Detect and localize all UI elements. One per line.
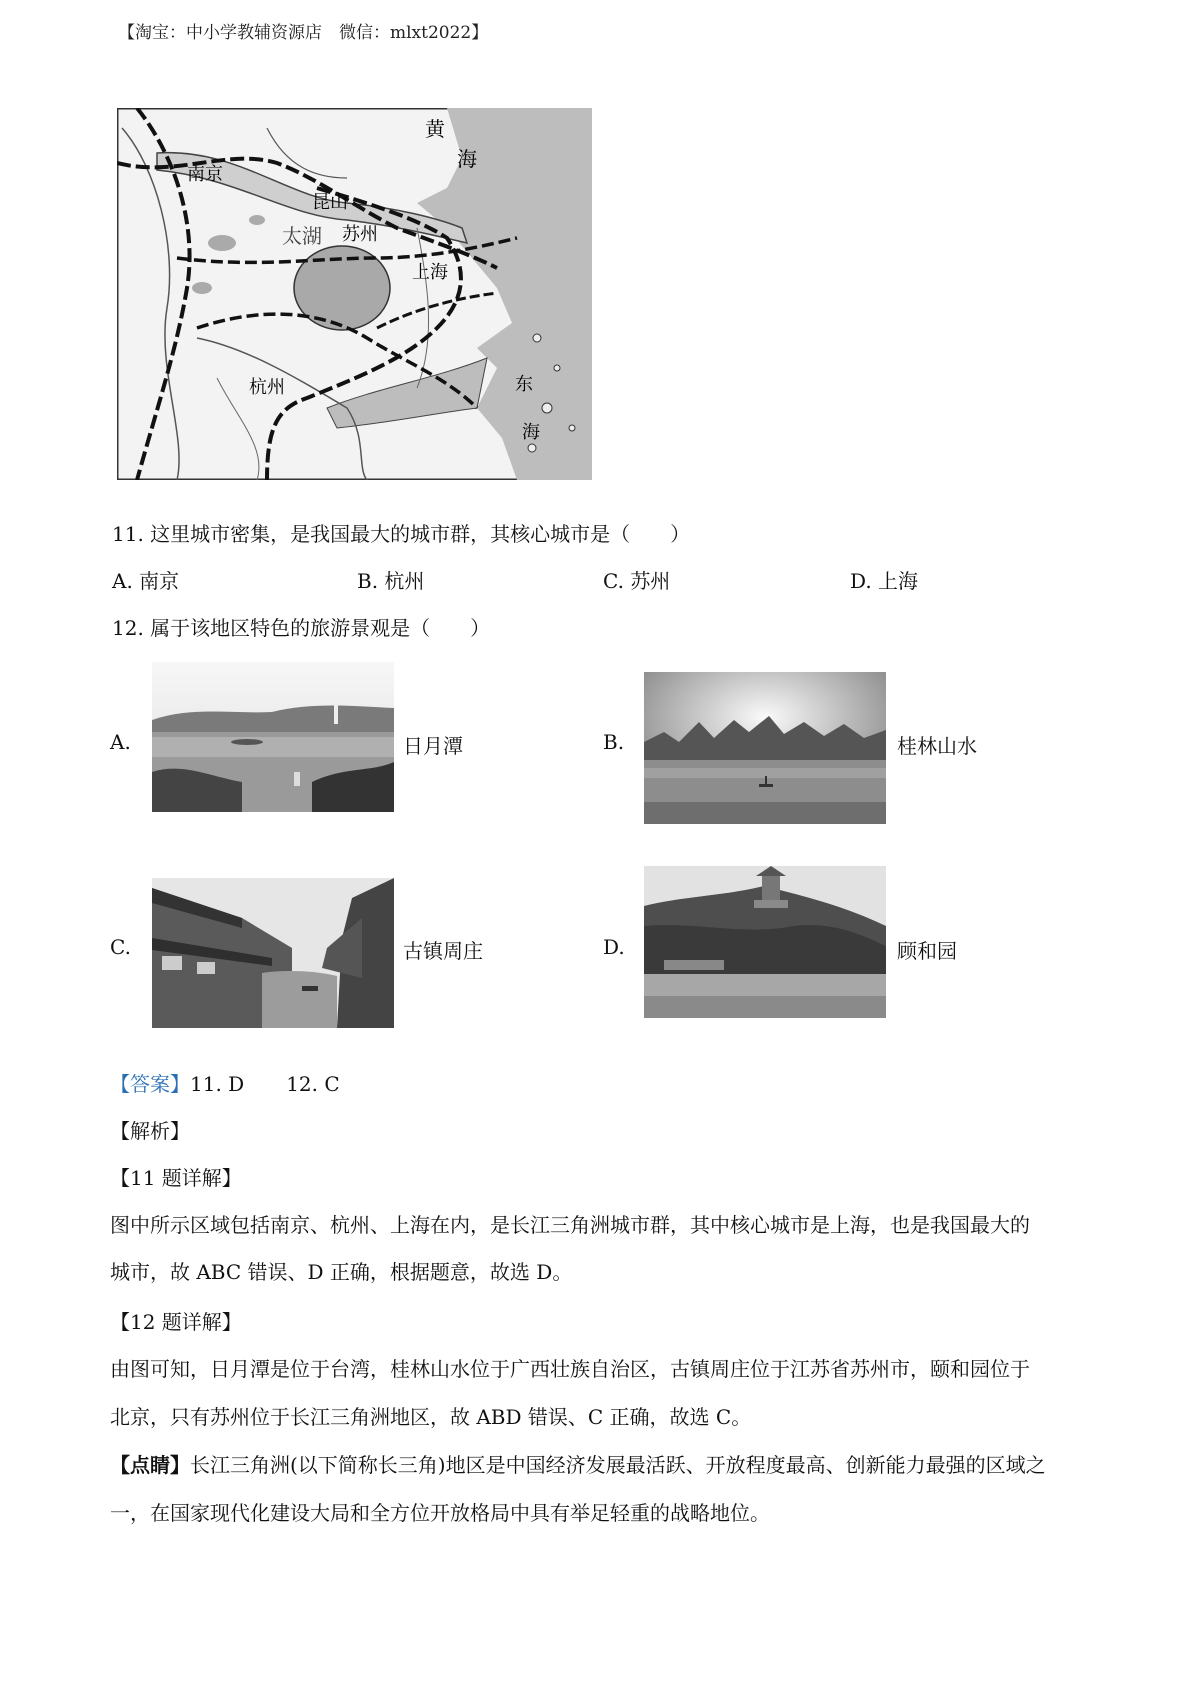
option-text: 南京 <box>139 569 180 593</box>
label-hai: 海 <box>457 149 477 171</box>
detail-11-line-2: 城市，故 ABC 错误、D 正确，根据题意，故选 D。 <box>110 1260 573 1284</box>
question-11-stem: 11. 这里城市密集，是我国最大的城市群，其核心城市是（ ） <box>112 522 691 546</box>
answer-label: 【答案】 <box>110 1072 190 1096</box>
guilin-landscape-photo <box>644 672 886 824</box>
q12-option-a-letter: A. <box>110 730 131 754</box>
option-text: 杭州 <box>384 569 425 593</box>
q12-option-b-caption: 桂林山水 <box>897 734 977 758</box>
zhouzhuang-town-photo <box>152 878 394 1028</box>
q11-option-d <box>850 565 918 594</box>
detail-12-line-2: 北京，只有苏州位于长江三角洲地区，故 ABD 错误、C 正确，故选 C。 <box>110 1405 752 1429</box>
label-dong: 东 <box>515 374 533 394</box>
q11-option-c <box>603 565 670 594</box>
sun-moon-lake-photo <box>152 662 394 812</box>
option-letter: B. <box>357 569 379 593</box>
question-12-stem: 12. 属于该地区特色的旅游景观是（ ） <box>112 616 491 640</box>
comment-line-2: 一，在国家现代化建设大局和全方位开放格局中具有举足轻重的战略地位。 <box>110 1501 770 1525</box>
analysis-label: 【解析】 <box>110 1119 190 1143</box>
label-kunshan: 昆山 <box>312 192 348 212</box>
detail-12-line-1: 由图可知，日月潭是位于台湾，桂林山水位于广西壮族自治区，古镇周庄位于江苏省苏州市，颐和园位于 <box>110 1357 1030 1381</box>
comment-text-1: 长江三角洲(以下简称长三角)地区是中国经济发展最活跃、开放程度最高、创新能力最强的区域之 <box>190 1453 1046 1477</box>
q12-option-c-caption: 古镇周庄 <box>403 939 483 963</box>
detail-11-line-1: 图中所示区域包括南京、杭州、上海在内，是长江三角洲城市群，其中核心城市是上海，也是我国最大的 <box>110 1213 1030 1237</box>
answer-12: 12. C <box>286 1072 340 1096</box>
detail-12-title: 【12 题详解】 <box>110 1310 242 1334</box>
q12-option-d-caption: 顾和园 <box>897 939 957 963</box>
label-shanghai: 上海 <box>412 262 448 282</box>
label-hangzhou: 杭州 <box>249 377 285 397</box>
option-letter: D. <box>850 569 872 593</box>
q11-option-a <box>112 565 179 594</box>
label-hai2: 海 <box>522 422 540 442</box>
option-text: 上海 <box>878 569 919 593</box>
label-taihu: 太湖 <box>282 226 322 248</box>
label-nanjing: 南京 <box>187 164 223 184</box>
page-header: 【淘宝：中小学教辅资源店 微信：mlxt2022】 <box>118 23 489 43</box>
answer-line <box>110 1068 340 1097</box>
summer-palace-photo <box>644 866 886 1018</box>
option-text: 苏州 <box>630 569 671 593</box>
yangtze-delta-map <box>117 108 592 480</box>
comment-label: 【点睛】 <box>110 1453 190 1477</box>
comment-line-1 <box>110 1449 1046 1478</box>
q12-option-c-letter: C. <box>110 935 131 959</box>
answer-11: 11. D <box>190 1072 245 1096</box>
q12-option-d-letter: D. <box>603 935 625 959</box>
label-huang: 黄 <box>425 119 445 141</box>
label-suzhou: 苏州 <box>342 224 378 244</box>
q11-option-b <box>357 565 424 594</box>
option-letter: C. <box>603 569 624 593</box>
q12-option-b-letter: B. <box>603 730 625 754</box>
q12-option-a-caption: 日月潭 <box>403 734 463 758</box>
detail-11-title: 【11 题详解】 <box>110 1166 242 1190</box>
option-letter: A. <box>112 569 133 593</box>
